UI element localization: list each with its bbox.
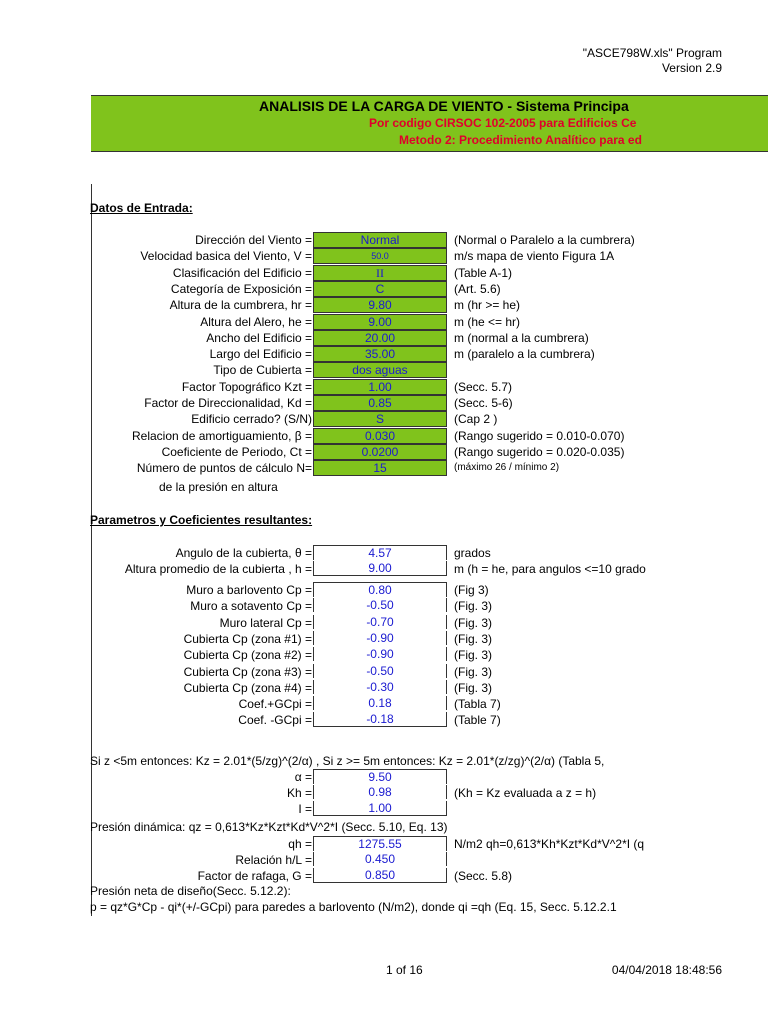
field-note: (Table A-1) — [454, 265, 513, 280]
field-note: (Fig 3) — [454, 583, 489, 597]
input-cell[interactable]: S — [313, 411, 447, 427]
field-label: Altura de la cumbrera, hr = — [169, 298, 312, 313]
field-note: (Art. 5.6) — [454, 281, 501, 296]
data-row — [92, 852, 768, 868]
result-cell: -0.30 — [313, 680, 447, 694]
banner-subtitle-method: Metodo 2: Procedimiento Analítico para ed — [399, 133, 642, 147]
result-cell: -0.18 — [313, 712, 447, 727]
result-cell: 0.850 — [313, 868, 447, 883]
field-label: Cubierta Cp (zona #1) = — [183, 631, 312, 646]
field-note: (máximo 26 / mínimo 2) — [454, 462, 560, 474]
field-note: (Table 7) — [454, 713, 501, 728]
data-row — [92, 712, 768, 728]
data-row — [92, 428, 768, 444]
field-note: (Fig. 3) — [454, 631, 493, 646]
print-datetime: 04/04/2018 18:48:56 — [611, 963, 722, 977]
data-row — [92, 836, 768, 852]
data-row — [92, 769, 768, 785]
field-note: (Cap 2 ) — [454, 412, 498, 427]
results-heading: Parametros y Coeficientes resultantes: — [90, 513, 313, 527]
input-cell[interactable]: Normal — [313, 232, 447, 248]
field-label: Cubierta Cp (zona #4) = — [183, 680, 312, 695]
field-note: (Rango sugerido = 0.020-0.035) — [454, 444, 625, 459]
field-note: (Fig. 3) — [454, 664, 493, 679]
field-label: Ancho del Edificio = — [206, 330, 312, 345]
title-banner — [91, 95, 768, 152]
field-note: m/s mapa de viento Figura 1A — [454, 249, 615, 264]
input-cell[interactable]: 0.0200 — [313, 444, 447, 460]
field-label: Cubierta Cp (zona #3) = — [183, 664, 312, 679]
field-note: (Fig. 3) — [454, 599, 493, 614]
input-cell[interactable]: 1.00 — [313, 379, 447, 395]
data-row — [92, 379, 768, 395]
field-label: Factor Topográfico Kzt = — [181, 379, 312, 394]
field-label: Relación h/L = — [235, 853, 312, 867]
field-note: N/m2 qh=0,613*Kh*Kzt*Kd*V^2*I (q — [454, 837, 645, 851]
input-cell[interactable]: 20.00 — [313, 330, 447, 346]
field-note: m (h = he, para angulos <=10 grado — [454, 562, 646, 576]
field-label: Angulo de la cubierta, θ = — [175, 546, 312, 560]
data-row — [92, 248, 768, 264]
field-note: (Fig. 3) — [454, 680, 493, 695]
data-row — [92, 314, 768, 330]
data-row — [92, 582, 768, 598]
field-label: Categoría de Exposición = — [170, 281, 312, 296]
data-row — [92, 801, 768, 817]
field-note: (Tabla 7) — [454, 697, 501, 712]
field-label: Edificio cerrado? (S/N) — [191, 412, 312, 427]
data-row — [92, 631, 768, 647]
input-cell[interactable]: C — [313, 281, 447, 297]
field-label: Factor de Direccionalidad, Kd = — [144, 396, 312, 410]
input-cell[interactable]: 50.0 — [313, 248, 447, 264]
data-row — [92, 444, 768, 460]
data-row — [92, 346, 768, 362]
field-label: Coeficiente de Periodo, Ct = — [161, 444, 312, 459]
result-cell: 9.00 — [313, 561, 447, 576]
inputs-heading: Datos de Entrada: — [90, 201, 193, 215]
result-cell: 4.57 — [313, 545, 447, 560]
net-pressure-text: Presión neta de diseño(Secc. 5.12.2): — [90, 884, 291, 898]
data-row — [92, 362, 768, 378]
data-row — [92, 696, 768, 712]
result-cell: 1.00 — [313, 801, 447, 816]
result-cell: -0.70 — [313, 615, 447, 629]
data-row — [92, 265, 768, 281]
inputs-extra-label: de la presión en altura — [159, 480, 278, 494]
input-cell[interactable]: 0.030 — [313, 428, 447, 444]
field-label: Coef.+GCpi = — [238, 697, 312, 712]
data-row — [92, 411, 768, 427]
field-label: Muro a barlovento Cp = — [186, 583, 312, 597]
data-row — [92, 395, 768, 411]
field-note: (Rango sugerido = 0.010-0.070) — [454, 428, 625, 443]
field-label: Velocidad basica del Viento, V = — [140, 249, 312, 264]
field-note: grados — [454, 546, 491, 560]
field-note: (Secc. 5-6) — [454, 396, 513, 410]
qz-text: Presión dinámica: qz = 0,613*Kz*Kzt*Kd*V^2*I (Secc. 5.10, Eq. 13) — [90, 820, 448, 834]
input-cell[interactable]: dos aguas — [313, 362, 447, 378]
field-label: Cubierta Cp (zona #2) = — [183, 648, 312, 663]
field-label: Muro a sotavento Cp = — [190, 599, 312, 614]
input-cell[interactable]: 15 — [313, 460, 447, 476]
field-label: Kh = — [286, 786, 312, 800]
result-cell: 1275.55 — [313, 836, 447, 851]
result-cell: -0.50 — [313, 664, 447, 678]
data-row — [92, 545, 768, 561]
field-note: (Secc. 5.8) — [454, 869, 513, 883]
input-cell[interactable]: 9.00 — [313, 314, 447, 330]
field-label: Relacion de amortiguamiento, β = — [132, 428, 312, 443]
field-note: (Fig. 3) — [454, 648, 493, 663]
field-note: (Normal o Paralelo a la cumbrera) — [454, 233, 635, 247]
result-cell: 0.98 — [313, 785, 447, 799]
field-label: Muro lateral Cp = — [219, 615, 312, 630]
field-note: m (normal a la cumbrera) — [454, 330, 589, 345]
field-label: Largo del Edificio = — [209, 347, 312, 362]
field-note: m (he <= hr) — [454, 314, 521, 329]
result-cell: -0.90 — [313, 647, 447, 661]
banner-subtitle-code: Por codigo CIRSOC 102-2005 para Edificios Ce — [369, 116, 637, 130]
field-label: Factor de rafaga, G = — [197, 869, 312, 883]
field-note: m (hr >= he) — [454, 298, 521, 313]
result-cell: -0.50 — [313, 598, 447, 612]
field-label: Tipo de Cubierta = — [213, 363, 312, 378]
result-cell: 0.18 — [313, 696, 447, 710]
input-cell[interactable]: 9.80 — [313, 297, 447, 313]
data-row — [92, 561, 768, 577]
input-cell[interactable]: 0.85 — [313, 395, 447, 411]
field-label: Número de puntos de cálculo N= — [136, 461, 312, 476]
field-label: Altura promedio de la cubierta , h = — [124, 562, 312, 576]
data-row — [92, 615, 768, 631]
program-version: Version 2.9 — [661, 61, 722, 75]
data-row — [92, 460, 768, 476]
field-label: qh = — [288, 837, 312, 851]
data-row — [92, 281, 768, 297]
data-row — [92, 680, 768, 696]
field-note: (Secc. 5.7) — [454, 379, 513, 394]
result-cell: 0.80 — [313, 582, 447, 597]
field-label: Coef. -GCpi = — [238, 713, 312, 728]
field-note: m (paralelo a la cumbrera) — [454, 347, 595, 362]
input-cell[interactable]: 35.00 — [313, 346, 447, 362]
data-row — [92, 868, 768, 884]
data-row — [92, 330, 768, 346]
field-note: (Kh = Kz evaluada a z = h) — [454, 786, 597, 800]
result-cell: 0.450 — [313, 852, 447, 866]
field-label: Clasificación del Edificio = — [172, 265, 312, 280]
result-cell: -0.90 — [313, 631, 447, 645]
field-label: I = — [298, 802, 312, 816]
data-row — [92, 785, 768, 801]
field-label: Dirección del Viento = — [195, 233, 312, 247]
data-row — [92, 647, 768, 663]
input-cell[interactable]: II — [313, 265, 447, 281]
banner-title: ANALISIS DE LA CARGA DE VIENTO - Sistema Principa — [259, 98, 629, 114]
data-row — [92, 297, 768, 313]
pressure-formula-text: p = qz*G*Cp - qi*(+/-GCpi) para paredes a barlovento (N/m2), donde qi =qh (Eq. 15, Secc. 5.12.2.1 — [90, 900, 617, 914]
field-label: α = — [294, 770, 312, 784]
data-row — [92, 232, 768, 248]
data-row — [92, 664, 768, 680]
data-row — [92, 598, 768, 614]
field-note: (Fig. 3) — [454, 615, 493, 630]
program-name: "ASCE798W.xls" Program — [582, 46, 722, 60]
field-label: Altura del Alero, he = — [200, 314, 312, 329]
result-cell: 9.50 — [313, 769, 447, 784]
kz-formula: Si z <5m entonces: Kz = 2.01*(5/zg)^(2/α) , Si z >= 5m entonces: Kz = 2.01*(z/zg)^(2/α) (Tabla 5, — [90, 754, 605, 768]
page-number: 1 of 16 — [386, 963, 423, 977]
